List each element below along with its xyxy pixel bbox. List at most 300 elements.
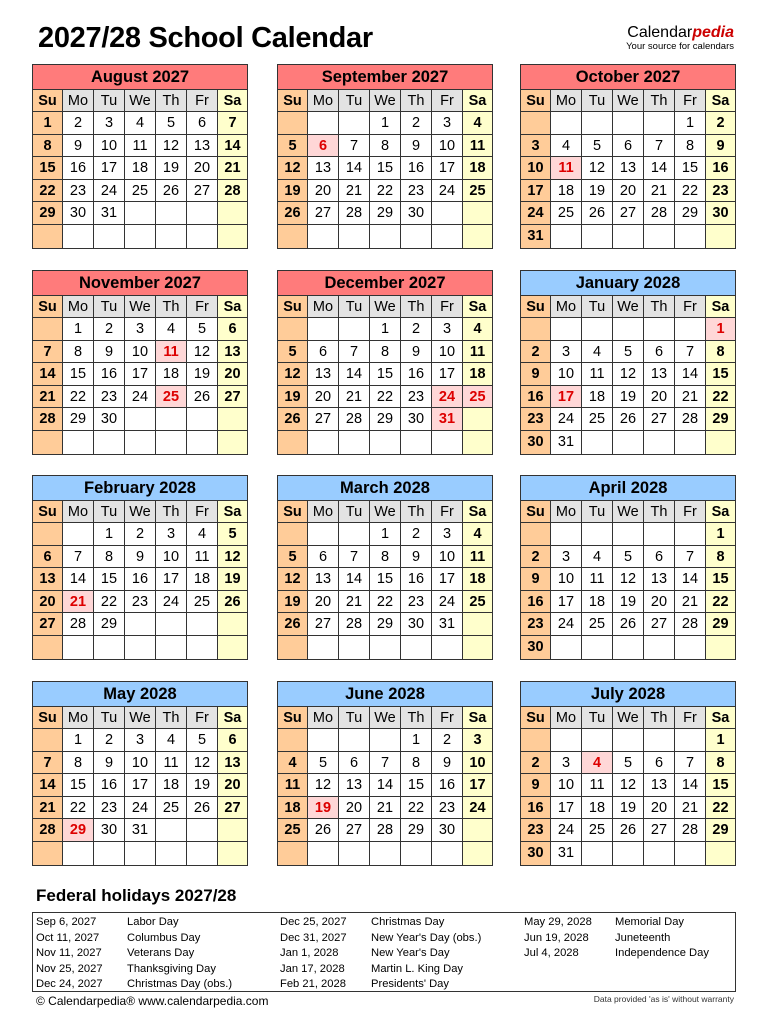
empty-cell [63,523,94,546]
weekday-header: Su [278,296,308,318]
empty-cell [401,431,432,454]
empty-cell [339,112,370,135]
day-cell: 21 [339,386,370,409]
empty-cell [706,636,735,659]
empty-cell [551,112,582,135]
empty-cell [644,112,675,135]
day-cell: 13 [218,341,247,364]
empty-cell [33,318,63,341]
empty-cell [706,431,735,454]
holiday-date: Jun 19, 2028 [524,931,589,944]
empty-cell [308,112,339,135]
day-cell: 3 [432,318,463,341]
day-cell: 10 [551,774,582,797]
day-cell: 16 [521,797,551,820]
empty-cell [33,225,63,248]
day-cell: 8 [401,752,432,775]
weekday-header: We [613,90,644,112]
month-calendar [277,475,493,660]
day-cell: 17 [432,363,463,386]
day-cell: 5 [187,318,218,341]
day-cell: 17 [551,386,582,409]
day-cell: 1 [63,729,94,752]
weekday-header: Su [278,501,308,523]
empty-cell [582,225,613,248]
day-cell: 18 [463,157,492,180]
day-cell: 4 [463,523,492,546]
day-cell: 6 [308,135,339,158]
weekday-header: Tu [94,296,125,318]
weekday-header: Th [156,296,187,318]
holiday-date: Dec 24, 2027 [36,978,103,991]
day-cell: 17 [125,774,156,797]
day-cell: 21 [33,386,63,409]
day-cell: 20 [644,591,675,614]
weekday-header: Su [33,501,63,523]
day-cell: 10 [125,341,156,364]
empty-cell [125,408,156,431]
empty-cell [63,842,94,865]
day-cell: 26 [613,613,644,636]
empty-cell [644,225,675,248]
weekday-header: Th [401,90,432,112]
empty-cell [187,819,218,842]
day-cell: 17 [463,774,492,797]
day-cell: 21 [339,591,370,614]
day-cell: 24 [463,797,492,820]
empty-cell [675,225,706,248]
day-cell: 2 [521,341,551,364]
weekday-header: Tu [94,707,125,729]
day-cell: 2 [401,112,432,135]
day-cell: 23 [521,613,551,636]
day-cell: 12 [613,774,644,797]
empty-cell [278,225,308,248]
day-cell: 6 [308,546,339,569]
day-cell: 5 [156,112,187,135]
day-cell: 13 [218,752,247,775]
day-cell: 22 [706,386,735,409]
day-cell: 6 [613,135,644,158]
empty-cell [401,636,432,659]
day-cell: 24 [521,202,551,225]
day-cell: 25 [125,180,156,203]
holiday-date: Feb 21, 2028 [280,978,346,991]
day-cell: 13 [33,568,63,591]
day-cell: 15 [94,568,125,591]
day-cell: 19 [613,591,644,614]
day-cell: 28 [33,819,63,842]
weekday-header: Th [156,501,187,523]
day-cell: 30 [521,431,551,454]
empty-cell [582,112,613,135]
day-cell: 14 [218,135,247,158]
day-cell: 16 [94,774,125,797]
day-cell: 28 [339,202,370,225]
day-cell: 8 [63,752,94,775]
weekday-header: Sa [218,707,247,729]
day-cell: 13 [308,157,339,180]
holiday-name: Veterans Day [127,947,195,960]
day-cell: 5 [278,341,308,364]
day-cell: 5 [613,546,644,569]
day-cell: 1 [706,729,735,752]
empty-cell [278,636,308,659]
weekday-header: Th [644,707,675,729]
empty-cell [706,225,735,248]
empty-cell [218,819,247,842]
day-cell: 28 [675,819,706,842]
day-cell: 21 [675,797,706,820]
day-cell: 11 [582,774,613,797]
day-cell: 30 [432,819,463,842]
weekday-header: We [613,296,644,318]
day-cell: 4 [156,318,187,341]
day-cell: 5 [613,752,644,775]
day-cell: 23 [94,386,125,409]
empty-cell [432,842,463,865]
day-cell: 12 [308,774,339,797]
day-cell: 4 [278,752,308,775]
day-cell: 26 [613,819,644,842]
day-cell: 22 [370,180,401,203]
day-cell: 1 [401,729,432,752]
day-cell: 23 [521,819,551,842]
brand-name-prefix: Calendar [627,24,693,41]
holiday-date: Oct 11, 2027 [36,931,100,944]
weekday-header: Sa [706,90,735,112]
weekday-header: Tu [339,90,370,112]
weekday-header: Sa [463,707,492,729]
day-cell: 31 [551,842,582,865]
day-cell: 1 [706,523,735,546]
empty-cell [551,636,582,659]
empty-cell [582,636,613,659]
day-cell: 4 [187,523,218,546]
day-cell: 1 [370,523,401,546]
day-cell: 7 [675,752,706,775]
weekday-header: Fr [432,90,463,112]
empty-cell [551,523,582,546]
weekday-header: Fr [432,707,463,729]
day-cell: 17 [551,591,582,614]
empty-cell [187,431,218,454]
holiday-name: Thanksgiving Day [127,962,216,975]
weekday-header: Sa [463,90,492,112]
holiday-date: Nov 11, 2027 [36,947,102,960]
day-cell: 4 [463,112,492,135]
day-cell: 12 [187,752,218,775]
day-cell: 11 [278,774,308,797]
day-cell: 3 [551,341,582,364]
day-cell: 9 [125,546,156,569]
day-cell: 19 [218,568,247,591]
weekday-header: Tu [339,707,370,729]
day-cell: 14 [33,774,63,797]
day-cell: 3 [551,546,582,569]
holiday-name: Labor Day [127,916,179,928]
day-cell: 27 [339,819,370,842]
empty-cell [94,636,125,659]
day-cell: 21 [675,591,706,614]
day-cell: 15 [63,363,94,386]
day-cell: 29 [706,819,735,842]
day-cell: 21 [370,797,401,820]
empty-cell [308,318,339,341]
day-cell: 17 [94,157,125,180]
day-cell: 26 [582,202,613,225]
day-cell: 10 [432,135,463,158]
day-cell: 13 [308,363,339,386]
day-cell: 14 [339,363,370,386]
holiday-name: Memorial Day [615,916,685,928]
day-cell: 20 [339,797,370,820]
empty-cell [675,636,706,659]
holiday-date: Sep 6, 2027 [36,916,97,928]
weekday-header: We [370,90,401,112]
day-cell: 13 [187,135,218,158]
empty-cell [644,431,675,454]
day-cell: 26 [218,591,247,614]
day-cell: 29 [33,202,63,225]
day-cell: 24 [432,180,463,203]
day-cell: 8 [370,341,401,364]
day-cell: 28 [63,613,94,636]
day-cell: 4 [582,752,613,775]
day-cell: 13 [644,363,675,386]
month-calendar [32,681,248,866]
empty-cell [644,636,675,659]
weekday-header: Sa [218,296,247,318]
day-cell: 1 [370,318,401,341]
empty-cell [463,842,492,865]
day-cell: 28 [33,408,63,431]
day-cell: 15 [63,774,94,797]
day-cell: 6 [308,341,339,364]
day-cell: 24 [125,797,156,820]
day-cell: 30 [94,408,125,431]
day-cell: 6 [218,318,247,341]
holiday-name: Christmas Day [371,916,445,928]
day-cell: 11 [463,546,492,569]
empty-cell [156,819,187,842]
day-cell: 13 [339,774,370,797]
empty-cell [94,431,125,454]
weekday-header: We [370,296,401,318]
day-cell: 11 [156,341,187,364]
day-cell: 6 [187,112,218,135]
day-cell: 16 [125,568,156,591]
month-title: June 2028 [278,682,492,707]
empty-cell [613,112,644,135]
weekday-header: Fr [675,296,706,318]
day-cell: 15 [706,568,735,591]
day-cell: 19 [613,386,644,409]
empty-cell [339,318,370,341]
day-cell: 8 [706,546,735,569]
day-cell: 19 [187,363,218,386]
month-calendar [520,64,736,249]
weekday-header: Fr [432,501,463,523]
day-cell: 22 [706,591,735,614]
day-cell: 24 [551,613,582,636]
brand-logo[interactable] [626,24,734,52]
copyright-link[interactable]: © Calendarpedia® www.calendarpedia.com [36,994,269,1008]
day-cell: 6 [218,729,247,752]
day-cell: 12 [156,135,187,158]
day-cell: 27 [308,408,339,431]
weekday-header: Th [644,296,675,318]
day-cell: 3 [551,752,582,775]
empty-cell [582,729,613,752]
day-cell: 23 [401,386,432,409]
day-cell: 24 [551,819,582,842]
day-cell: 4 [463,318,492,341]
weekday-header: Mo [63,90,94,112]
day-cell: 30 [401,613,432,636]
day-cell: 30 [706,202,735,225]
weekday-header: Mo [551,707,582,729]
empty-cell [401,225,432,248]
empty-cell [278,729,308,752]
day-cell: 31 [551,431,582,454]
day-cell: 18 [463,568,492,591]
day-cell: 7 [675,546,706,569]
empty-cell [675,523,706,546]
day-cell: 24 [551,408,582,431]
empty-cell [308,523,339,546]
weekday-header: We [370,501,401,523]
month-title: July 2028 [521,682,735,707]
day-cell: 5 [613,341,644,364]
day-cell: 21 [644,180,675,203]
day-cell: 10 [432,341,463,364]
day-cell: 7 [644,135,675,158]
day-cell: 29 [370,408,401,431]
month-title: March 2028 [278,476,492,501]
empty-cell [339,729,370,752]
month-calendar [32,64,248,249]
weekday-header: Fr [187,90,218,112]
day-cell: 29 [706,613,735,636]
day-cell: 28 [339,408,370,431]
empty-cell [187,613,218,636]
weekday-header: We [370,707,401,729]
day-cell: 18 [582,797,613,820]
federal-holidays-table [32,912,736,992]
day-cell: 9 [94,752,125,775]
empty-cell [187,408,218,431]
weekday-header: Fr [675,707,706,729]
day-cell: 10 [94,135,125,158]
day-cell: 23 [706,180,735,203]
day-cell: 1 [63,318,94,341]
day-cell: 27 [644,819,675,842]
weekday-header: Fr [187,707,218,729]
weekday-header: Mo [308,90,339,112]
day-cell: 25 [156,797,187,820]
empty-cell [218,408,247,431]
day-cell: 7 [33,341,63,364]
empty-cell [339,842,370,865]
month-title: April 2028 [521,476,735,501]
weekday-header: Sa [706,501,735,523]
brand-name [626,24,734,41]
day-cell: 16 [521,386,551,409]
empty-cell [125,431,156,454]
empty-cell [521,112,551,135]
empty-cell [308,842,339,865]
day-cell: 29 [706,408,735,431]
weekday-header: Fr [187,296,218,318]
day-cell: 28 [370,819,401,842]
weekday-header: Sa [463,296,492,318]
empty-cell [613,318,644,341]
day-cell: 8 [706,752,735,775]
weekday-header: Sa [218,90,247,112]
empty-cell [156,636,187,659]
day-cell: 30 [521,636,551,659]
day-cell: 17 [551,797,582,820]
day-cell: 21 [63,591,94,614]
day-cell: 7 [63,546,94,569]
empty-cell [94,842,125,865]
day-cell: 24 [125,386,156,409]
weekday-header: Mo [63,707,94,729]
day-cell: 27 [613,202,644,225]
empty-cell [187,225,218,248]
day-cell: 28 [218,180,247,203]
empty-cell [521,729,551,752]
day-cell: 24 [432,591,463,614]
weekday-header: Mo [551,296,582,318]
day-cell: 2 [94,729,125,752]
day-cell: 6 [644,752,675,775]
month-calendar [32,475,248,660]
empty-cell [278,842,308,865]
month-title: January 2028 [521,271,735,296]
day-cell: 18 [582,386,613,409]
weekday-header: Su [33,90,63,112]
day-cell: 27 [308,202,339,225]
empty-cell [432,225,463,248]
day-cell: 22 [706,797,735,820]
day-cell: 14 [644,157,675,180]
day-cell: 12 [278,363,308,386]
weekday-header: Tu [94,501,125,523]
day-cell: 14 [370,774,401,797]
day-cell: 9 [521,363,551,386]
month-title: September 2027 [278,65,492,90]
month-title: October 2027 [521,65,735,90]
day-cell: 25 [278,819,308,842]
holiday-name: Juneteenth [615,931,671,944]
weekday-header: Su [521,90,551,112]
weekday-header: We [125,296,156,318]
weekday-header: Mo [308,707,339,729]
day-cell: 4 [156,729,187,752]
day-cell: 28 [675,613,706,636]
weekday-header: Tu [339,296,370,318]
empty-cell [613,636,644,659]
day-cell: 6 [339,752,370,775]
empty-cell [521,523,551,546]
empty-cell [278,523,308,546]
month-calendar [32,270,248,455]
weekday-header: Th [156,707,187,729]
day-cell: 5 [308,752,339,775]
day-cell: 22 [63,797,94,820]
